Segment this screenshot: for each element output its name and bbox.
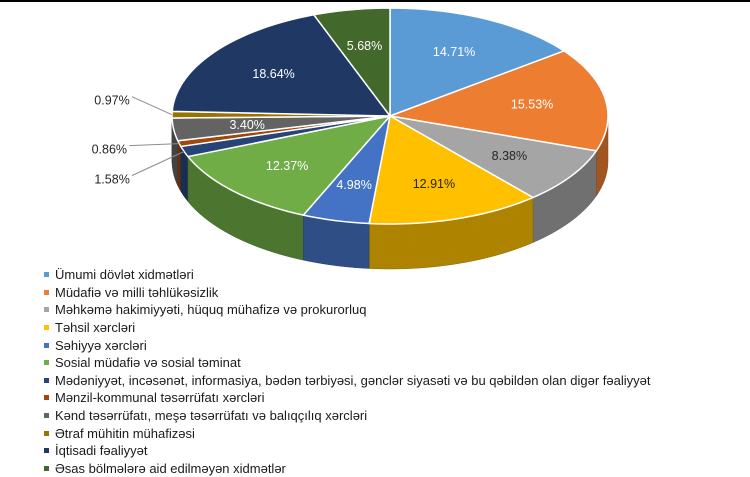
chart-legend: [44, 266, 650, 477]
legend-swatch: [44, 466, 49, 471]
legend-swatch: [44, 378, 49, 383]
data-label: 4.98%: [336, 178, 371, 192]
legend-swatch: [44, 272, 49, 277]
legend-swatch: [44, 290, 49, 295]
legend-swatch: [44, 343, 49, 348]
data-label: 18.64%: [252, 67, 294, 81]
legend-label: Səhiyyə xərcləri: [55, 338, 147, 353]
data-label: 12.37%: [266, 159, 308, 173]
legend-swatch: [44, 448, 49, 453]
legend-item: [44, 266, 650, 284]
legend-label: Ümumi dövlət xidmətləri: [55, 267, 194, 282]
data-label: 1.58%: [94, 173, 129, 187]
legend-item: [44, 372, 650, 390]
data-label: 15.53%: [511, 98, 553, 112]
legend-swatch: [44, 431, 49, 436]
legend-item: [44, 424, 650, 442]
data-label: 3.40%: [229, 118, 264, 132]
legend-swatch: [44, 395, 49, 400]
data-label: 8.38%: [492, 149, 527, 163]
legend-label: Mədəniyyət, incəsənət, informasiya, bədən tərbiyəsi, gənclər siyasəti və bu qəbildən olan digər fəaliyyət: [55, 373, 650, 388]
legend-label: Sosial müdafiə və sosial təminat: [55, 355, 241, 370]
legend-item: [44, 389, 650, 407]
legend-swatch: [44, 325, 49, 330]
legend-label: Ətraf mühitin mühafizəsi: [55, 426, 195, 441]
pie-side-m-nzil-kommunal-t-s-rru-fat-x-rcl-ri: [178, 141, 181, 192]
legend-item: [44, 407, 650, 425]
legend-swatch: [44, 360, 49, 365]
legend-item: [44, 460, 650, 477]
legend-item: [44, 284, 650, 302]
data-label: 0.86%: [92, 143, 127, 157]
legend-label: Əsas bölmələrə aid edilməyən xidmətlər: [55, 461, 286, 476]
legend-label: Məhkəmə hakimiyyəti, hüquq mühafizə və prokurorluq: [55, 302, 366, 317]
legend-label: Təhsil xərcləri: [55, 320, 135, 335]
legend-label: Mənzil-kommunal təsərrüfatı xərcləri: [55, 390, 265, 405]
data-label: 5.68%: [347, 39, 382, 53]
legend-label: Müdafiə və milli təhlükəsizlik: [55, 285, 218, 300]
legend-label: İqtisadi fəaliyyət: [55, 443, 148, 458]
legend-swatch: [44, 307, 49, 312]
legend-item: [44, 301, 650, 319]
legend-item: [44, 336, 650, 354]
legend-swatch: [44, 413, 49, 418]
legend-label: Kənd təsərrüfatı, meşə təsərrüfatı və balıqçılıq xərcləri: [55, 408, 367, 423]
pie-slices: [172, 8, 608, 224]
data-label: 0.97%: [94, 94, 129, 108]
legend-item: [44, 354, 650, 372]
data-label: 14.71%: [433, 45, 475, 59]
data-label: 12.91%: [413, 177, 455, 191]
leader-line: [132, 97, 172, 115]
legend-item: [44, 442, 650, 460]
legend-item: [44, 319, 650, 337]
